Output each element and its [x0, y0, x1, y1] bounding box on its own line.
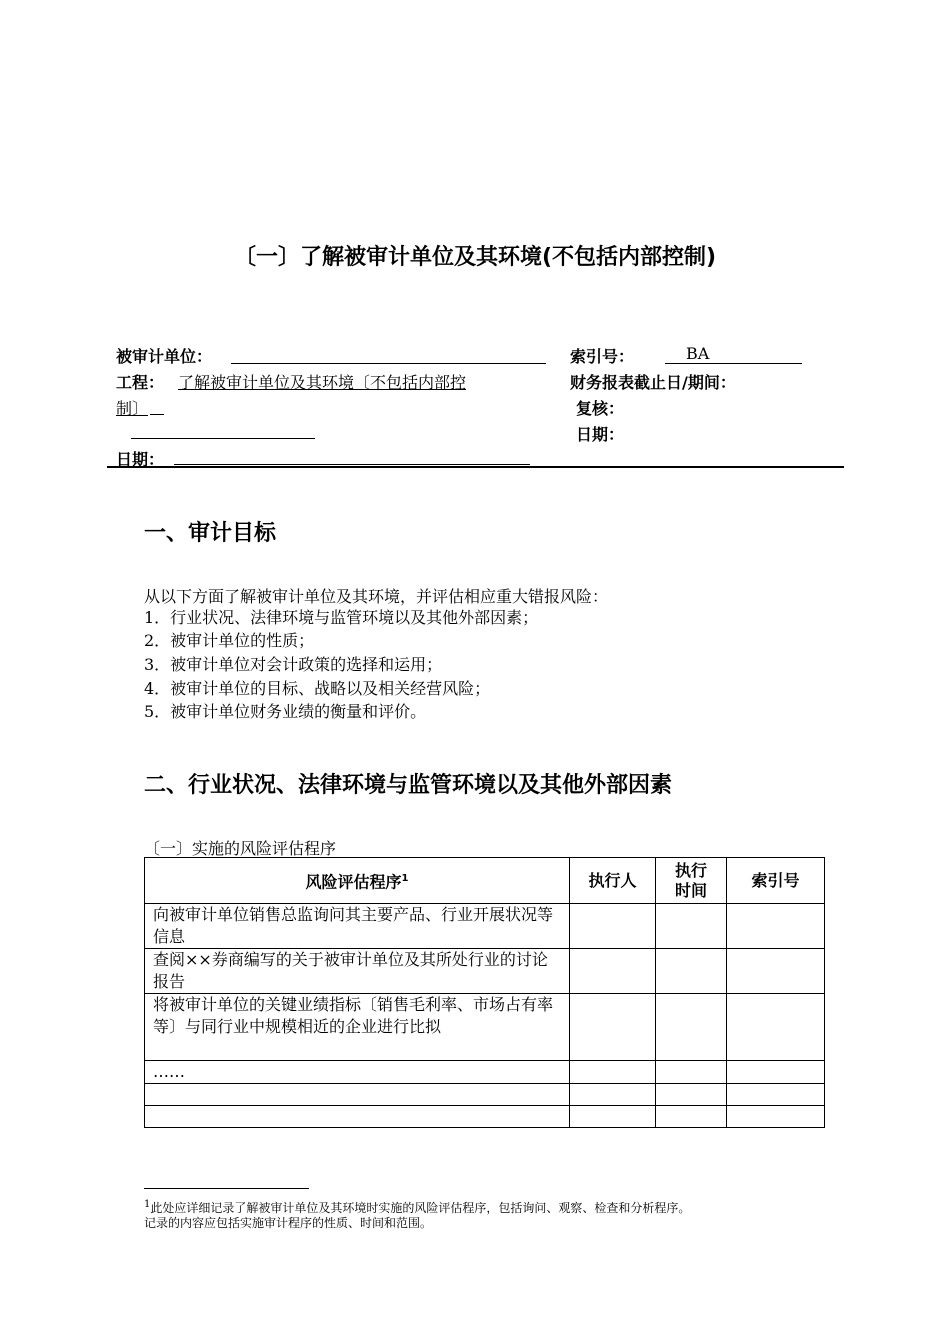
project-label: 工程：	[116, 373, 165, 392]
index-cell[interactable]	[727, 904, 825, 949]
index-cell[interactable]	[727, 1106, 825, 1128]
footnote-line2: 记录的内容应包括实施审计程序的性质、时间和范围。	[144, 1216, 433, 1230]
project-blank-tail	[150, 414, 164, 415]
procedure-cell: 查阅××券商编写的关于被审计单位及其所处行业的讨论报告	[145, 949, 570, 994]
review-date-label: 日期：	[576, 425, 625, 444]
header-time: 执行 时间	[656, 858, 727, 904]
section2-subheading: 〔一〕实施的风险评估程序	[144, 839, 337, 858]
time-cell[interactable]	[656, 904, 727, 949]
table-row	[145, 904, 825, 949]
procedure-cell[interactable]	[145, 1084, 570, 1106]
audited-unit-blank[interactable]	[231, 363, 546, 364]
header-index: 索引号	[727, 858, 825, 904]
executor-cell[interactable]	[570, 949, 656, 994]
date-label: 日期：	[116, 450, 165, 469]
executor-cell[interactable]	[570, 994, 656, 1061]
table-header-row	[145, 858, 825, 904]
index-blank[interactable]	[665, 363, 802, 364]
procedure-cell[interactable]	[145, 1106, 570, 1128]
table-row	[145, 1084, 825, 1106]
procedure-cell: 向被审计单位销售总监询问其主要产品、行业开展状况等信息	[145, 904, 570, 949]
time-cell[interactable]	[656, 994, 727, 1061]
objective-item: 5．被审计单位财务业绩的衡量和评价。	[144, 702, 427, 721]
fs-date-label: 财务报表截止日/期间：	[570, 373, 736, 392]
objective-item: 1．行业状况、法律环境与监管环境以及其他外部因素；	[144, 608, 539, 627]
section1-intro: 从以下方面了解被审计单位及其环境，并评估相应重大错报风险：	[144, 587, 609, 606]
time-cell[interactable]	[656, 949, 727, 994]
index-cell[interactable]	[727, 1084, 825, 1106]
header-executor: 执行人	[570, 858, 656, 904]
section2-heading: 二、行业状况、法律环境与监管环境以及其他外部因素	[144, 773, 673, 798]
objective-item: 3．被审计单位对会计政策的选择和运用；	[144, 655, 443, 674]
table-row	[145, 949, 825, 994]
table-row	[145, 994, 825, 1061]
procedure-cell: ……	[145, 1061, 570, 1084]
executor-cell[interactable]	[570, 1061, 656, 1084]
index-cell[interactable]	[727, 949, 825, 994]
audited-unit-label: 被审计单位：	[116, 347, 213, 366]
index-cell[interactable]	[727, 994, 825, 1061]
table-row	[145, 1106, 825, 1128]
date-blank[interactable]	[174, 464, 530, 465]
footnote-mark: 1	[144, 1199, 151, 1210]
risk-procedure-table	[144, 857, 825, 1128]
header-procedure: 风险评估程序$^1$	[145, 858, 570, 904]
time-cell[interactable]	[656, 1106, 727, 1128]
time-cell[interactable]	[656, 1061, 727, 1084]
page-title: 〔一〕了解被审计单位及其环境(不包括内部控制)	[233, 245, 717, 270]
objective-item: 2．被审计单位的性质；	[144, 631, 315, 650]
index-label: 索引号：	[570, 347, 635, 366]
index-value: BA	[686, 344, 710, 363]
footnote-separator	[144, 1188, 309, 1189]
header-divider	[107, 466, 844, 468]
footnote-ref[interactable]: 1	[401, 872, 409, 884]
time-cell[interactable]	[656, 1084, 727, 1106]
table-row	[145, 1061, 825, 1084]
executor-cell[interactable]	[570, 1106, 656, 1128]
footnote-line1: $^1$此处应详细记录了解被审计单位及其环境时实施的风险评估程序，包括询问、观察、检查和分析程序。	[144, 1199, 691, 1215]
executor-cell[interactable]	[570, 904, 656, 949]
project-value-line2: 制〕	[116, 399, 149, 418]
project-value-line1: 了解被审计单位及其环境〔不包括内部控	[178, 373, 467, 392]
section1-heading: 一、审计目标	[144, 521, 277, 546]
executor-cell[interactable]	[570, 1084, 656, 1106]
preparer-blank[interactable]	[131, 438, 315, 439]
index-cell[interactable]	[727, 1061, 825, 1084]
review-label: 复核：	[576, 399, 625, 418]
procedure-cell: 将被审计单位的关键业绩指标〔销售毛利率、市场占有率等〕与同行业中规模相近的企业进行比拟	[145, 994, 570, 1061]
objective-item: 4．被审计单位的目标、战略以及相关经营风险；	[144, 679, 491, 698]
